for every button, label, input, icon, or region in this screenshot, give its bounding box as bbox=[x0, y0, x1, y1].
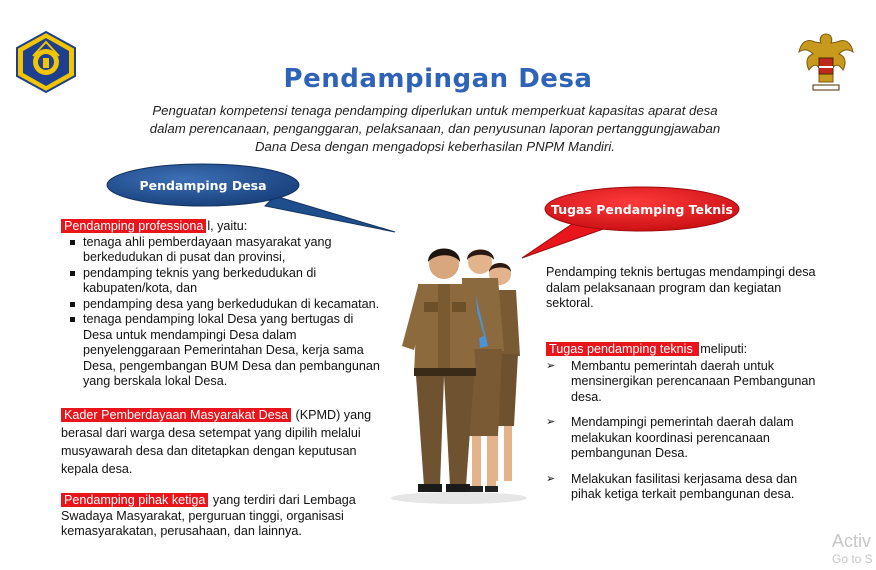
intro-line: dalam pelaksanaan program dan kegiatan bbox=[546, 280, 782, 295]
pihak-ketiga-text: yang terdiri dari Lembaga bbox=[209, 493, 356, 507]
list-item bbox=[546, 472, 856, 503]
list-item bbox=[546, 359, 856, 406]
list-item-line: Melakukan fasilitasi kerjasama desa dan bbox=[571, 471, 798, 486]
pendamping-profesional-heading bbox=[61, 219, 401, 235]
officers-illustration bbox=[384, 236, 534, 506]
kader-line: kepala desa. bbox=[61, 462, 133, 476]
list-item-line: penyelenggaraan Pemerintahan Desa, kerja sama bbox=[83, 343, 364, 357]
list-item bbox=[61, 312, 401, 390]
intro-line: Pendamping teknis bertugas mendampingi desa bbox=[546, 265, 816, 279]
pihak-ketiga-section bbox=[61, 493, 401, 540]
subtitle-line: dalam perencanaan, penganggaran, pelaksanaan, dan penyusunan laporan pertanggungjawaban bbox=[149, 121, 721, 136]
list-item-line: desa. bbox=[571, 389, 602, 404]
list-item-line: Desa untuk mendampingi Desa dalam bbox=[83, 327, 297, 342]
tugas-list bbox=[546, 359, 856, 503]
list-item-line: Membantu pemerintah daerah untuk bbox=[571, 358, 775, 373]
list-item-line: melakukan koordinasi perencanaan bbox=[571, 430, 770, 445]
subtitle-line: Dana Desa dengan mengadopsi keberhasilan PNPM Mandiri. bbox=[255, 139, 615, 154]
pihak-ketiga-line: kemasyarakatan, perusahaan, dan lainnya. bbox=[61, 524, 302, 538]
page-title: Pendampingan Desa bbox=[283, 64, 593, 94]
highlight-label: Pendamping pihak ketiga bbox=[61, 493, 208, 507]
list-item bbox=[61, 266, 401, 297]
pendamping-desa-label: Pendamping Desa bbox=[139, 178, 267, 193]
subtitle-line: Penguatan kompetensi tenaga pendamping diperlukan untuk memperkuat kapasitas aparat desa bbox=[152, 103, 718, 118]
tugas-heading-rest: meliputi: bbox=[700, 342, 748, 356]
pihak-ketiga-line: Swadaya Masyarakat, perguruan tinggi, organisasi bbox=[61, 508, 344, 523]
activation-watermark bbox=[832, 530, 876, 566]
pendamping-profesional-list bbox=[61, 235, 401, 390]
kader-line: berasal dari warga desa setempat yang dipilih melalui bbox=[61, 426, 361, 440]
list-item bbox=[61, 297, 401, 313]
list-item bbox=[546, 415, 856, 462]
tugas-heading bbox=[546, 342, 856, 358]
list-item-line: Desa, pengembangan BUM Desa dan pembangunan bbox=[83, 358, 380, 373]
intro-line: sektoral. bbox=[546, 296, 594, 310]
kader-section bbox=[61, 406, 401, 478]
watermark-line: Go to S bbox=[832, 552, 873, 566]
list-item-line: mensinergikan perencanaan Pembangunan bbox=[571, 374, 816, 388]
list-item-line: tenaga ahli pemberdayaan masyarakat yang bbox=[83, 234, 332, 249]
list-item-line: berkedudukan di pusat dan provinsi, bbox=[83, 250, 286, 264]
arrow-bullet-icon: ➢ bbox=[546, 359, 556, 372]
kader-line bbox=[61, 406, 401, 424]
pendamping-profesional-section bbox=[61, 219, 401, 390]
list-item-line: Mendampingi pemerintah daerah dalam bbox=[571, 415, 794, 429]
list-item bbox=[61, 235, 401, 266]
pendamping-teknis-intro bbox=[546, 265, 846, 312]
pihak-ketiga-line bbox=[61, 493, 401, 509]
list-item-line: tenaga pendamping lokal Desa yang bertugas di bbox=[83, 312, 354, 326]
arrow-bullet-icon: ➢ bbox=[546, 416, 556, 428]
tugas-pendamping-teknis-label: Tugas Pendamping Teknis bbox=[551, 202, 733, 217]
list-item-line: pendamping teknis yang berkedudukan di bbox=[83, 265, 317, 280]
heading-rest: l, yaitu: bbox=[207, 219, 248, 233]
highlight-label: Kader Pemberdayaan Masyarakat Desa bbox=[61, 408, 291, 422]
list-item-line: yang berskala lokal Desa. bbox=[83, 374, 228, 388]
list-item-line: pembangunan Desa. bbox=[571, 446, 688, 460]
kader-line: musyawarah desa dan ditetapkan dengan keputusan bbox=[61, 444, 357, 458]
list-item-line: pendamping desa yang berkedudukan di kecamatan. bbox=[83, 296, 380, 311]
list-item-line: pihak ketiga terkait pembangunan desa. bbox=[571, 487, 795, 501]
highlight-label: Pendamping professiona bbox=[61, 219, 206, 233]
highlight-label: Tugas pendamping teknis bbox=[546, 342, 699, 356]
tugas-section bbox=[546, 342, 856, 513]
watermark-line: Activ bbox=[832, 531, 872, 551]
page-subtitle bbox=[95, 102, 775, 156]
list-item-line: kabupaten/kota, dan bbox=[83, 281, 198, 295]
tugas-pendamping-teknis-bubble bbox=[518, 182, 764, 260]
kader-text: (KPMD) yang bbox=[292, 408, 372, 422]
arrow-bullet-icon: ➢ bbox=[546, 472, 556, 485]
